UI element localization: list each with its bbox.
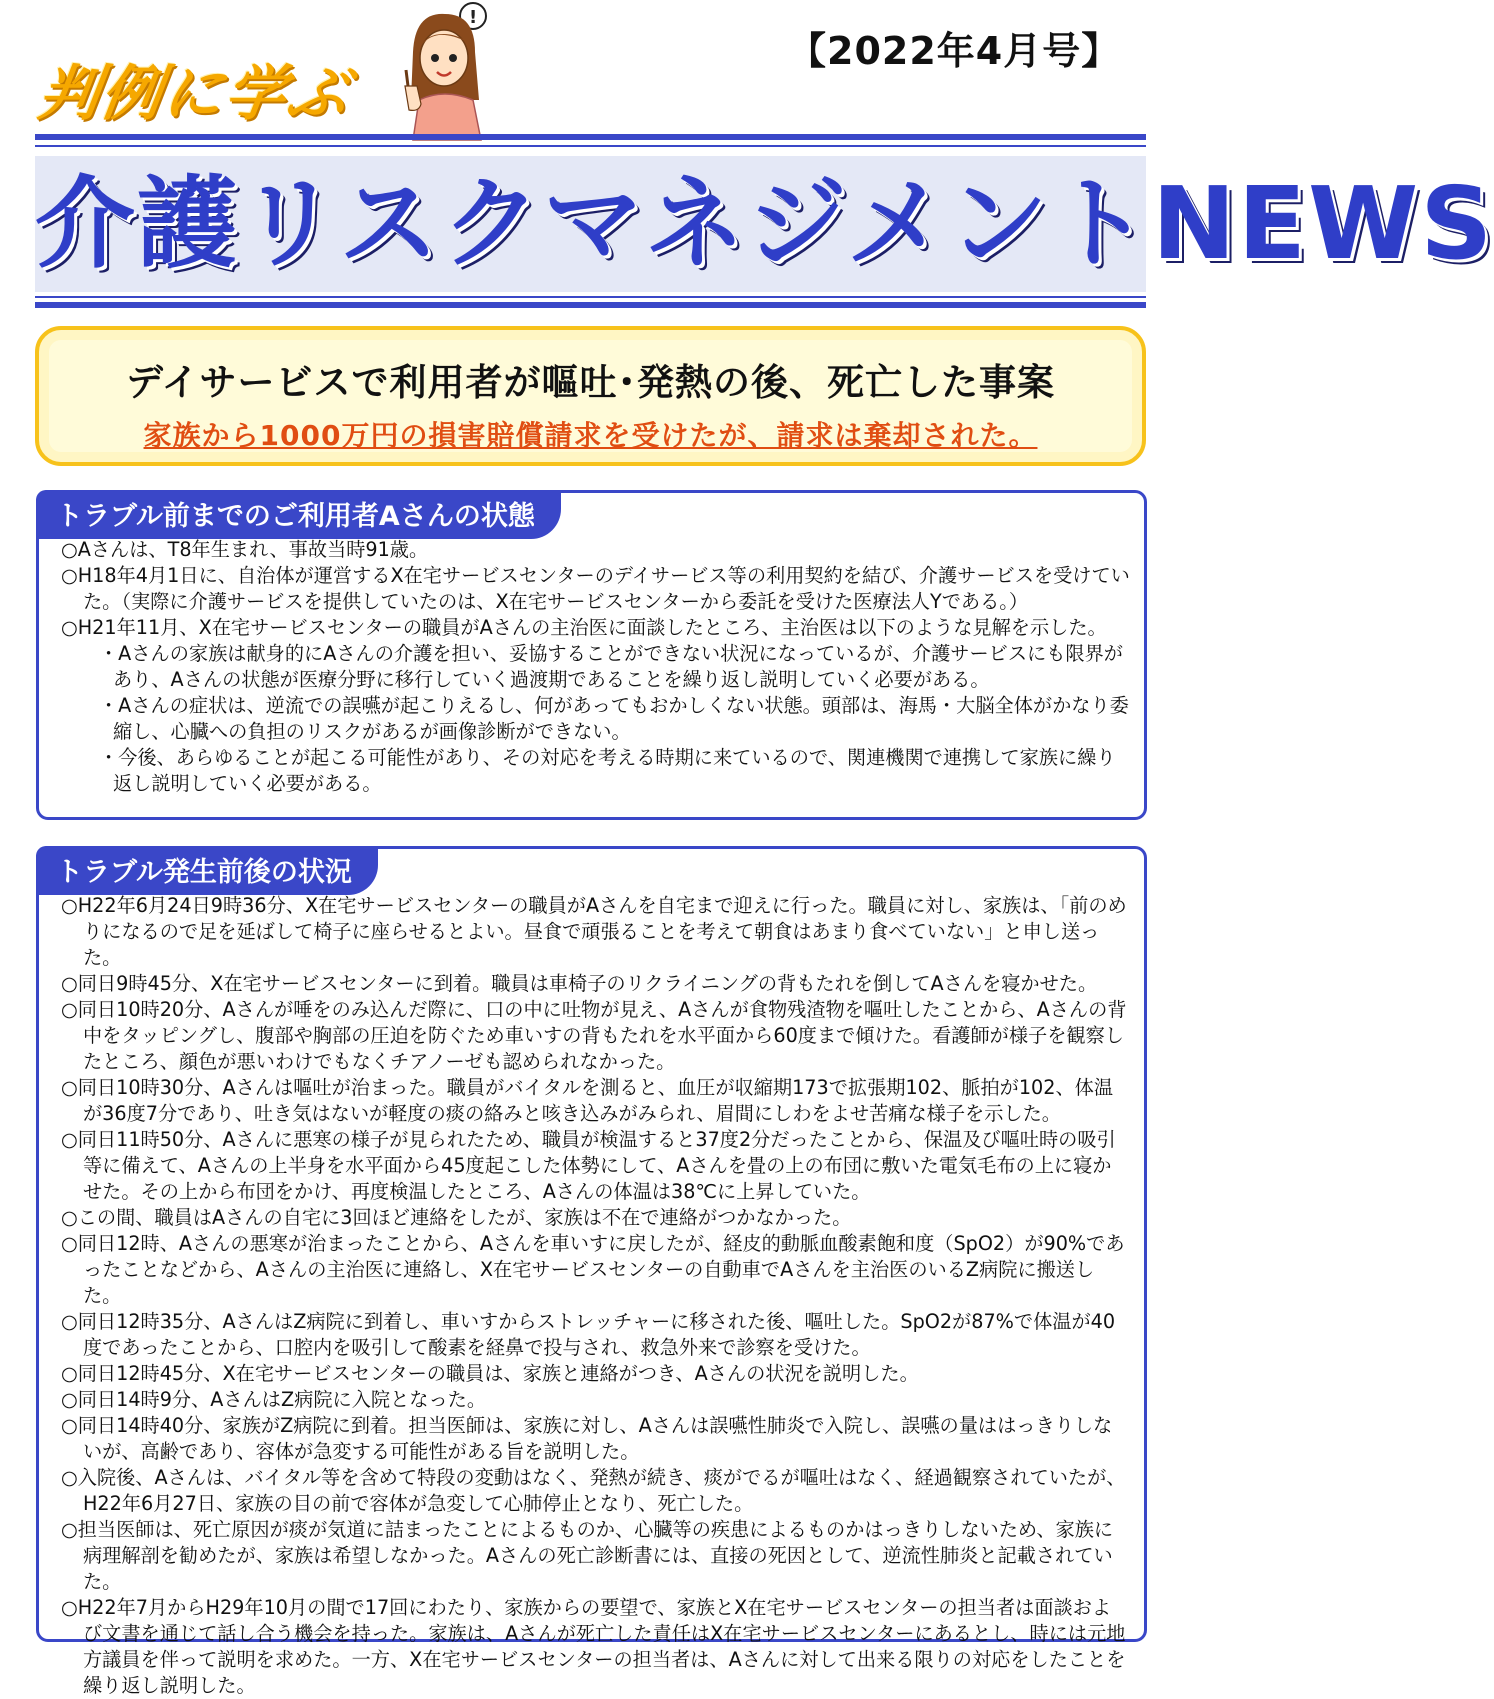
title-banner: [35, 156, 1494, 292]
issue-date: 【2022年4月号】: [788, 29, 1121, 73]
list-item: ○同日11時50分、Aさんに悪寒の様子が見られたため、職員が検温すると37度2分だったことから、保温及び嘔吐時の吸引等に備えて、Aさんの上半身を水平面から45度起こした体勢にして、Aさんを畳の上の布団に敷いた電気毛布の上に寝かせた。その上から布団をかけ、再度検温したところ、Aさんの体温は38℃に上昇していた。: [61, 1128, 1116, 1203]
list-item: ○H21年11月、X在宅サービスセンターの職員がAさんの主治医に面談したところ、主治医は以下のような見解を示した。: [61, 616, 1107, 639]
list-item: ○同日14時9分、AさんはZ病院に入院となった。: [61, 1388, 487, 1411]
series-title: 判例に学ぶ: [34, 59, 355, 129]
list-item: ○H22年7月からH29年10月の間で17回にわたり、家族からの要望で、家族とX在宅サービスセンターの担当者は面談および文書を通じて話し合う機会を持った。家族は、Aさんが死亡した責任はX在宅サービスセンターにあるとし、時には元地方議員を伴って説明を求めた。一方、X在宅サービスセンターの担当者は、Aさんに対して出来る限りの対応をしたことを繰り返し説明した。: [61, 1596, 1126, 1697]
sub-list-item: ・Aさんの家族は献身的にAさんの介護を担い、妥協することができない状況になっているが、介護サービスにも限界があり、Aさんの状態が医療分野に移行していく過渡期であることを繰り返し説明していく必要がある。: [99, 642, 1123, 691]
list-item: ○同日12時45分、X在宅サービスセンターの職員は、家族と連絡がつき、Aさんの状況を説明した。: [61, 1362, 919, 1385]
bottom-rule-thick: [35, 302, 1146, 308]
list-item: ○H18年4月1日に、自治体が運営するX在宅サービスセンターのデイサービス等の利用契約を結び、介護サービスを受けていた。（実際に介護サービスを提供していたのは、X在宅サービスセンターから委託を受けた医療法人Yである。）: [61, 564, 1130, 613]
bottom-rule-thin: [35, 296, 1146, 298]
list-item: ○同日14時40分、家族がZ病院に到着。担当医師は、家族に対し、Aさんは誤嚥性肺炎で入院し、誤嚥の量ははっきりしないが、高齢であり、容体が急変する可能性がある旨を説明した。: [61, 1414, 1113, 1463]
sub-list-item: ・Aさんの症状は、逆流での誤嚥が起こりえるし、何があってもおかしくない状態。頭部は、海馬・大脳全体がかなり委縮し、心臓への負担のリスクがあるが画像診断ができない。: [99, 694, 1129, 743]
section-situation: [36, 846, 1147, 1697]
sub-list-item: ・今後、あらゆることが起こる可能性があり、その対応を考える時期に来ているので、関連機関で連携して家族に繰り返し説明していく必要がある。: [99, 746, 1116, 795]
list-item: ○同日10時20分、Aさんが唾をのみ込んだ際に、口の中に吐物が見え、Aさんが食物残渣物を嘔吐したことから、Aさんの背中をタッピングし、腹部や胸部の圧迫を防ぐため車いすの背もたれを水平面から60度まで傾けた。看護師が様子を観察したところ、顔色が悪いわけでもなくチアノーゼも認められなかった。: [61, 998, 1127, 1073]
svg-text:!: !: [469, 7, 478, 28]
headline-sub: 家族から1000万円の損害賠償請求を受けたが、請求は棄却された。: [143, 419, 1038, 452]
page-title: 介護リスクマネジメントNEWS: [35, 165, 1494, 282]
headline-box: [35, 326, 1146, 466]
list-item: ○同日10時30分、Aさんは嘔吐が治まった。職員がバイタルを測ると、血圧が収縮期173で拡張期102、脈拍が102、体温が36度7分であり、吐き気はないが軽度の痰の絡みと咳き込みがみられ、眉間にしわをよせ苦痛な様子を示した。: [61, 1076, 1114, 1125]
list-item: ○同日12時35分、AさんはZ病院に到着し、車いすからストレッチャーに移された後、嘔吐した。SpO2が87%で体温が40度であったことから、口腔内を吸引して酸素を経鼻で投与され、救急外来で診察を受けた。: [61, 1310, 1116, 1359]
list-item: ○Aさんは、T8年生まれ、事故当時91歳。: [61, 538, 429, 561]
section-label-situation: トラブル発生前後の状況: [36, 846, 378, 895]
top-rule-thin: [35, 145, 1146, 147]
list-item: ○同日9時45分、X在宅サービスセンターに到着。職員は車椅子のリクライニングの背もたれを倒してAさんを寝かせた。: [61, 972, 1098, 995]
list-item: ○同日12時、Aさんの悪寒が治まったことから、Aさんを車いすに戻したが、経皮的動脈血酸素飽和度（SpO2）が90%であったことなどから、Aさんの主治医に連絡し、X在宅サービスセンターの自動車でAさんを主治医のいるZ病院に搬送した。: [61, 1232, 1125, 1307]
section-background: [36, 490, 1147, 820]
mascot-illustration: [395, 0, 505, 140]
section-body-background: [61, 537, 1130, 797]
section-label-background: トラブル前までのご利用者Aさんの状態: [36, 490, 561, 539]
list-item: ○この間、職員はAさんの自宅に3回ほど連絡をしたが、家族は不在で連絡がつかなかった。: [61, 1206, 852, 1229]
top-rule-thick: [35, 134, 1146, 140]
list-item: ○H22年6月24日9時36分、X在宅サービスセンターの職員がAさんを自宅まで迎えに行った。職員に対し、家族は、「前のめりになるので足を延ばして椅子に座らせるとよい。昼食で頑張ることを考えて朝食はあまり食べていない」と申し送った。: [61, 894, 1127, 969]
headline-main: デイサービスで利用者が嘔吐･発熱の後、死亡した事案: [126, 361, 1055, 404]
list-item: ○入院後、Aさんは、バイタル等を含めて特段の変動はなく、発熱が続き、痰がでるが嘔吐はなく、経過観察されていたが、H22年6月27日、家族の目の前で容体が急変して心肺停止となり、死亡した。: [61, 1466, 1126, 1515]
section-body-situation: [61, 893, 1130, 1699]
list-item: ○担当医師は、死亡原因が痰が気道に詰まったことによるものか、心臓等の疾患によるものかはっきりしないため、家族に病理解剖を勧めたが、家族は希望しなかった。Aさんの死亡診断書には、直接の死因として、逆流性肺炎と記載されていた。: [61, 1518, 1114, 1593]
